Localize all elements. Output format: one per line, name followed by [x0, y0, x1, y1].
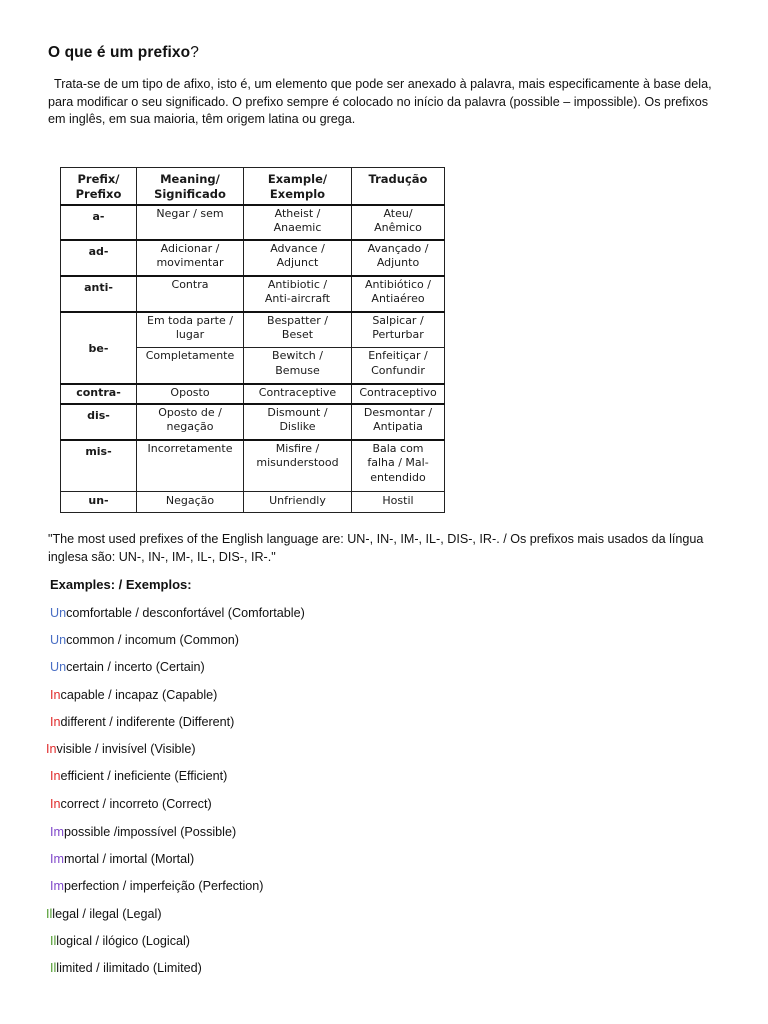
prefix-table: [60, 167, 445, 513]
cell-translation: Enfeitiçar / Confundir: [352, 348, 445, 384]
table-row: [61, 240, 445, 276]
example-text: correct / incorreto (Correct): [60, 797, 212, 811]
cell-example: Bespatter / Beset: [244, 312, 352, 348]
cell-example: Advance / Adjunct: [244, 240, 352, 276]
cell-meaning: Negação: [137, 492, 244, 513]
heading-text: O que é um prefixo: [48, 44, 191, 61]
cell-translation: Avançado / Adjunto: [352, 240, 445, 276]
header-translation: Tradução: [352, 168, 445, 205]
intro-paragraph: Trata-se de um tipo de afixo, isto é, um elemento que pode ser anexado à palavra, mais especificamente à base dela, para modificar o seu significado. O prefixo sempre é colocado no início da palavra (possible – impossible). Os prefixos em inglês, em sua maioria, têm origem latina ou grega.: [48, 77, 712, 126]
example-item: [50, 934, 190, 948]
example-item: [50, 825, 236, 839]
example-prefix: Im: [50, 879, 64, 893]
cell-example: Bewitch / Bemuse: [244, 348, 352, 384]
cell-prefix: be-: [61, 312, 137, 384]
example-prefix: Un: [50, 606, 67, 620]
cell-meaning: Completamente: [137, 348, 244, 384]
example-text: limited / ilimitado (Limited): [56, 961, 202, 975]
header-example: Example/ Exemplo: [244, 168, 352, 205]
example-text: certain / incerto (Certain): [66, 660, 205, 674]
example-text: mortal / imortal (Mortal): [64, 852, 195, 866]
cell-meaning: Oposto de / negação: [137, 404, 244, 440]
example-item: [50, 633, 239, 647]
example-prefix: Il: [50, 961, 57, 975]
example-text: legal / ilegal (Legal): [52, 907, 162, 921]
cell-prefix: un-: [61, 492, 137, 513]
example-prefix: In: [50, 769, 61, 783]
example-prefix: Il: [46, 907, 53, 921]
example-text: capable / incapaz (Capable): [60, 688, 218, 702]
cell-prefix: dis-: [61, 404, 137, 440]
example-text: perfection / imperfeição (Perfection): [64, 879, 264, 893]
cell-meaning: Oposto: [137, 384, 244, 404]
example-prefix: Im: [50, 825, 64, 839]
table-row: [61, 440, 445, 492]
table-row: [61, 276, 445, 312]
cell-translation: Ateu/ Anêmico: [352, 205, 445, 240]
example-item: [50, 606, 305, 620]
example-prefix: Un: [50, 633, 67, 647]
example-item: [50, 688, 217, 702]
cell-prefix: a-: [61, 205, 137, 240]
example-text: logical / ilógico (Logical): [56, 934, 190, 948]
example-item: [50, 715, 234, 729]
header-prefix: Prefix/ Prefixo: [61, 168, 137, 205]
example-prefix: Im: [50, 852, 64, 866]
table-row: [61, 312, 445, 348]
example-prefix: Un: [50, 660, 67, 674]
example-text: visible / invisível (Visible): [56, 742, 196, 756]
cell-translation: Hostil: [352, 492, 445, 513]
example-item: [50, 852, 194, 866]
cell-translation: Desmontar / Antipatia: [352, 404, 445, 440]
cell-example: Atheist / Anaemic: [244, 205, 352, 240]
example-text: possible /impossível (Possible): [64, 825, 237, 839]
table-row: [61, 492, 445, 513]
example-item: [50, 879, 264, 893]
example-item: [46, 742, 196, 756]
cell-example: Unfriendly: [244, 492, 352, 513]
header-meaning: Meaning/ Significado: [137, 168, 244, 205]
example-text: efficient / ineficiente (Efficient): [60, 769, 228, 783]
cell-prefix: contra-: [61, 384, 137, 404]
cell-meaning: Adicionar / movimentar: [137, 240, 244, 276]
cell-example: Contraceptive: [244, 384, 352, 404]
table-row: [61, 404, 445, 440]
cell-prefix: mis-: [61, 440, 137, 492]
examples-title: Examples: / Exemplos:: [50, 577, 192, 592]
cell-example: Misfire / misunderstood: [244, 440, 352, 492]
example-item: [50, 769, 227, 783]
cell-example: Dismount / Dislike: [244, 404, 352, 440]
cell-translation: Salpicar / Perturbar: [352, 312, 445, 348]
example-prefix: In: [50, 797, 61, 811]
example-item: [50, 660, 205, 674]
cell-translation: Antibiótico / Antiaéreo: [352, 276, 445, 312]
page-heading: [48, 44, 199, 62]
cell-translation: Bala com falha / Mal- entendido: [352, 440, 445, 492]
cell-meaning: Em toda parte / lugar: [137, 312, 244, 348]
example-prefix: In: [50, 688, 61, 702]
example-prefix: In: [46, 742, 57, 756]
table-row: [61, 384, 445, 404]
example-item: [50, 797, 212, 811]
cell-meaning: Contra: [137, 276, 244, 312]
cell-prefix: anti-: [61, 276, 137, 312]
cell-meaning: Incorretamente: [137, 440, 244, 492]
heading-question-mark: ?: [190, 44, 199, 61]
example-text: common / incomum (Common): [66, 633, 239, 647]
cell-translation: Contraceptivo: [352, 384, 445, 404]
quote-paragraph: "The most used prefixes of the English language are: UN-, IN-, IM-, IL-, DIS-, IR-. / Os prefixos mais usados da língua inglesa são: UN-, IN-, IM-, IL-, DIS-, IR-.": [48, 532, 704, 564]
example-prefix: Il: [50, 934, 57, 948]
example-text: different / indiferente (Different): [60, 715, 235, 729]
table-header-row: [61, 168, 445, 205]
example-prefix: In: [50, 715, 61, 729]
example-text: comfortable / desconfortável (Comfortable): [66, 606, 305, 620]
cell-example: Antibiotic / Anti-aircraft: [244, 276, 352, 312]
table-row: [61, 205, 445, 240]
example-item: [50, 961, 202, 975]
cell-meaning: Negar / sem: [137, 205, 244, 240]
cell-prefix: ad-: [61, 240, 137, 276]
example-item: [46, 907, 162, 921]
